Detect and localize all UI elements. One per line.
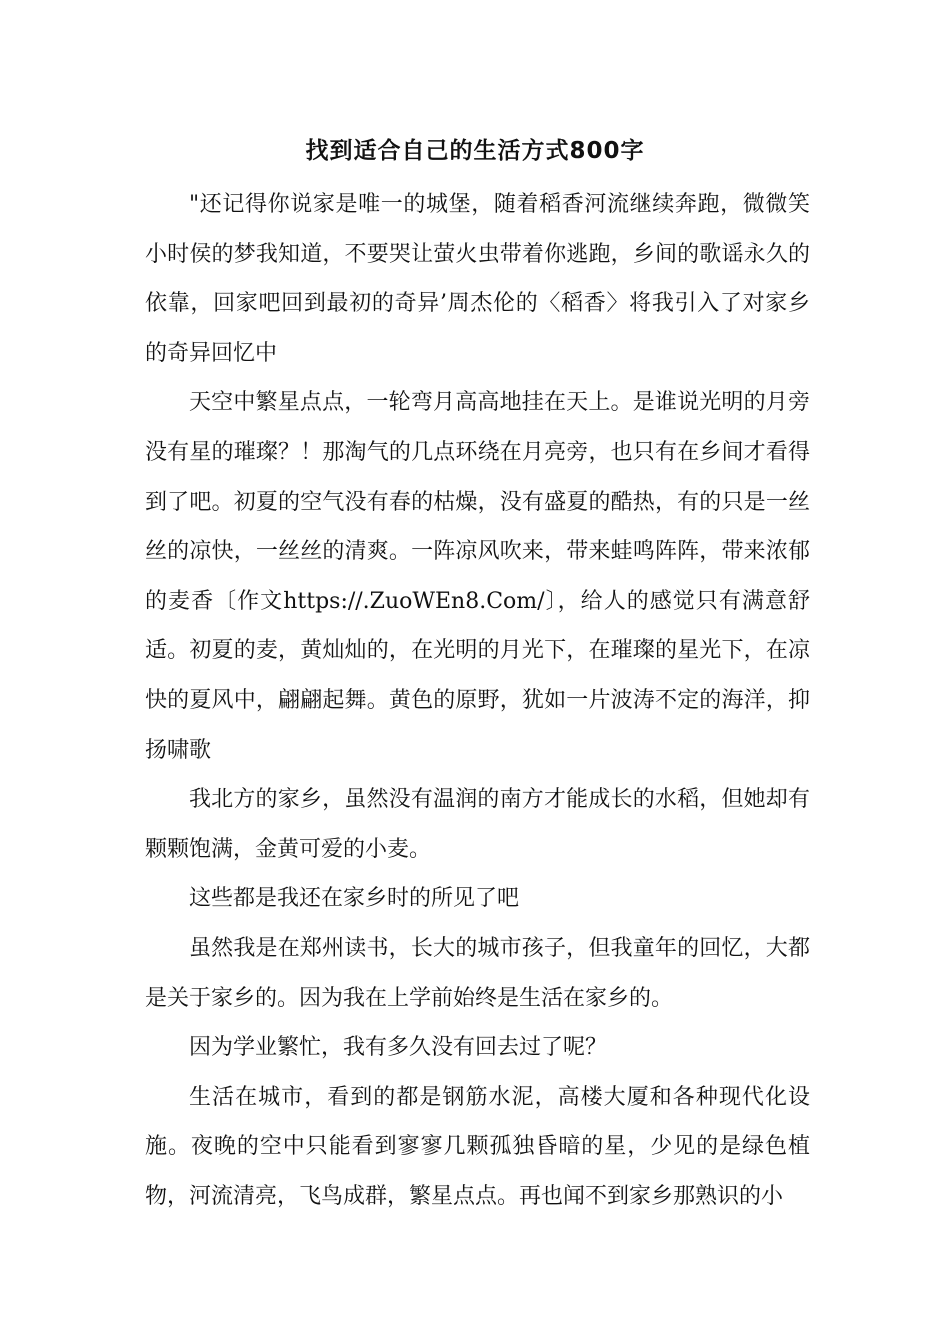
paragraph-4: 这些都是我还在家乡时的所见了吧 [189,886,520,912]
paragraph-7: 生活在城市，看到的都是钢筋水泥，高楼大厦和各种现代化设施。夜晚的空中只能看到寥寥几颗孤独昏暗的星，少见的是绿色植物，河流清亮，飞鸟成群，繁星点点。再也闻不到家乡那熟识的小 [145,1084,810,1209]
document-title: 找到适合自己的生活方式800字 [305,138,645,164]
paragraph-5: 虽然我是在郑州读书，长大的城市孩子，但我童年的回忆，大都是关于家乡的。因为我在上学前始终是生活在家乡的。 [145,935,810,1011]
paragraph-1: "还记得你说家是唯一的城堡，随着稻香河流继续奔跑，微微笑小时侯的梦我知道，不要哭让萤火虫带着你逃跑，乡间的歌谣永久的依靠，回家吧回到最初的奇异’周杰伦的〈稻香〉将我引入了对家乡的奇异回忆中 [145,192,810,366]
document-body [145,180,810,1221]
paragraph-6: 因为学业繁忙，我有多久没有回去过了呢？ [189,1035,608,1061]
paragraph-2: 天空中繁星点点，一轮弯月高高地挂在天上。是谁说光明的月旁没有星的璀璨？！那淘气的几点环绕在月亮旁，也只有在乡间才看得到了吧。初夏的空气没有春的枯燥，没有盛夏的酷热，有的只是一丝丝的凉快，一丝丝的清爽。一阵凉风吹来，带来蛙鸣阵阵，带来浓郁的麦香〔作文https://.ZuoWEn8.Com/〕，给人的感觉只有满意舒适。初夏的麦，黄灿灿的，在光明的月光下，在璀璨的星光下，在凉快的夏风中，翩翩起舞。黄色的原野，犹如一片波涛不定的海洋，抑扬啸歌 [145,390,810,763]
paragraph-3: 我北方的家乡，虽然没有温润的南方才能成长的水稻，但她却有颗颗饱满，金黄可爱的小麦。 [145,787,810,862]
